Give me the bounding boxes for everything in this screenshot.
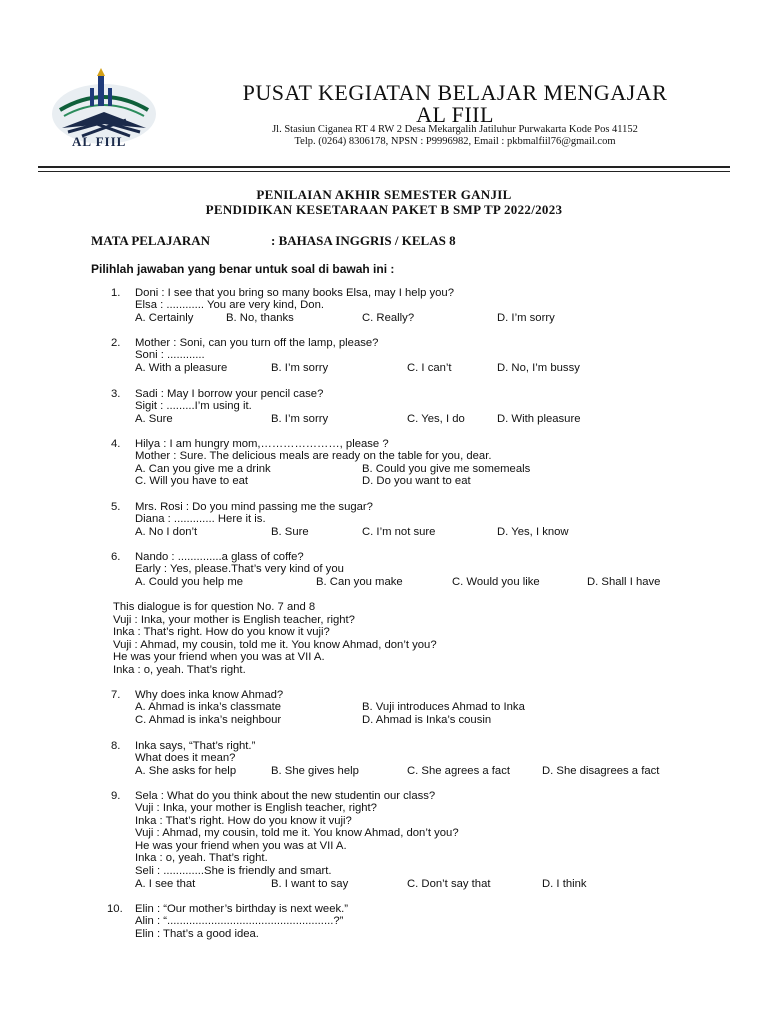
question-line: Hilya : I am hungry mom,…………………, please ? <box>135 438 389 450</box>
question-number: 10. <box>107 903 123 915</box>
option-c: C. Don’t say that <box>407 878 491 890</box>
option-a: A. Could you help me <box>135 576 244 588</box>
option-a: A. Ahmad is inka’s classmate <box>135 701 282 713</box>
question-line: Doni : I see that you bring so many books Elsa, may I help you? <box>135 287 454 299</box>
question-number: 5. <box>111 501 121 513</box>
question-number: 8. <box>111 740 121 752</box>
option-a: A. She asks for help <box>135 765 237 777</box>
question-line: Vuji : Inka, your mother is English teacher, right? <box>135 802 377 814</box>
option-b: B. Could you give me somemeals <box>362 463 531 475</box>
exam-subtitle: PENDIDIKAN KESETARAAN PAKET B SMP TP 2022/2023 <box>205 202 563 217</box>
question-number: 9. <box>111 790 121 802</box>
instruction: Pilihlah jawaban yang benar untuk soal di bawah ini : <box>91 262 395 276</box>
question-line: Sigit : .........I’m using it. <box>135 400 252 412</box>
dialogue-line: Inka : That’s right. How do you know it vuji? <box>113 626 330 638</box>
exam-title: PENILAIAN AKHIR SEMESTER GANJIL <box>256 187 512 202</box>
logo-text: AL FIIL <box>72 134 127 149</box>
option-c: C. She agrees a fact <box>407 765 510 777</box>
dialogue-line: Vuji : Inka, your mother is English teacher, right? <box>113 614 355 626</box>
option-a: A. No I don’t <box>135 526 198 538</box>
question-number: 4. <box>111 438 121 450</box>
option-b: B. She gives help <box>271 765 359 777</box>
option-d: D. I think <box>542 878 587 890</box>
option-b: B. I want to say <box>271 878 349 890</box>
question-line: Nando : ..............a glass of coffe? <box>135 551 304 563</box>
dialogue-line: He was your friend when you was at VII A. <box>113 651 325 663</box>
question-number: 7. <box>111 689 121 701</box>
option-c: C. I’m not sure <box>362 526 436 538</box>
question-line: Inka : o, yeah. That’s right. <box>135 852 268 864</box>
option-a: A. Can you give me a drink <box>135 463 271 475</box>
question-line: Diana : ............. Here it is. <box>135 513 266 525</box>
option-a: A. Sure <box>135 413 173 425</box>
option-b: B. Can you make <box>316 576 403 588</box>
organization-name-line2: AL FIIL <box>416 102 494 127</box>
question-line: Elsa : ............ You are very kind, Don. <box>135 299 325 311</box>
subject-label: MATA PELAJARAN <box>91 233 211 248</box>
question-line: Mother : Sure. The delicious meals are ready on the table for you, dear. <box>135 450 492 462</box>
option-c: C. Ahmad is inka’s neighbour <box>135 714 282 726</box>
header-divider-thick <box>38 166 730 168</box>
question-number: 3. <box>111 388 121 400</box>
question-line: Vuji : Ahmad, my cousin, told me it. You know Ahmad, don’t you? <box>135 827 459 839</box>
dialogue-line: Inka : o, yeah. That’s right. <box>113 664 246 676</box>
subject-value: : BAHASA INGGRIS / KELAS 8 <box>271 233 456 248</box>
option-d: D. No, I’m bussy <box>497 362 580 374</box>
option-d: D. Do you want to eat <box>362 475 471 487</box>
option-c: C. Would you like <box>452 576 540 588</box>
question-line: Sela : What do you think about the new studentin our class? <box>135 790 436 802</box>
option-c: C. Yes, I do <box>407 413 465 425</box>
option-d: D. She disagrees a fact <box>542 765 660 777</box>
option-d: D. With pleasure <box>497 413 581 425</box>
question-line: He was your friend when you was at VII A. <box>135 840 347 852</box>
option-c: C. Really? <box>362 312 415 324</box>
option-d: D. Ahmad is Inka’s cousin <box>362 714 492 726</box>
option-a: A. I see that <box>135 878 196 890</box>
question-line: Early : Yes, please.That’s very kind of you <box>135 563 344 575</box>
option-d: D. Shall I have <box>587 576 661 588</box>
question-number: 2. <box>111 337 121 349</box>
option-d: D. I’m sorry <box>497 312 555 324</box>
option-a: A. With a pleasure <box>135 362 228 374</box>
option-b: B. Sure <box>271 526 309 538</box>
option-c: C. Will you have to eat <box>135 475 249 487</box>
header-divider-thin <box>38 171 730 172</box>
question-line: Alin : “.....................................................?” <box>135 915 344 927</box>
question-line: Inka says, “That’s right.” <box>135 740 256 752</box>
option-b: B. Vuji introduces Ahmad to Inka <box>362 701 525 713</box>
question-line: What does it mean? <box>135 752 236 764</box>
organization-contact: Telp. (0264) 8306178, NPSN : P9996982, Email : pkbmalfiil76@gmail.com <box>294 136 616 147</box>
option-a: A. Certainly <box>135 312 194 324</box>
dialogue-line: Vuji : Ahmad, my cousin, told me it. You know Ahmad, don’t you? <box>113 639 437 651</box>
option-b: B. I’m sorry <box>271 362 329 374</box>
question-line: Why does inka know Ahmad? <box>135 689 284 701</box>
option-d: D. Yes, I know <box>497 526 569 538</box>
question-line: Sadi : May I borrow your pencil case? <box>135 388 324 400</box>
question-line: Seli : .............She is friendly and smart. <box>135 865 332 877</box>
option-c: C. I can’t <box>407 362 452 374</box>
option-b: B. I’m sorry <box>271 413 329 425</box>
question-line: Elin : “Our mother’s birthday is next week.” <box>135 903 349 915</box>
dialogue-line: This dialogue is for question No. 7 and 8 <box>113 601 316 613</box>
question-line: Inka : That’s right. How do you know it vuji? <box>135 815 352 827</box>
organization-name: PUSAT KEGIATAN BELAJAR MENGAJAR <box>242 80 668 105</box>
question-line: Soni : ............ <box>135 349 205 361</box>
organization-address: Jl. Stasiun Ciganea RT 4 RW 2 Desa Mekargalih Jatiluhur Purwakarta Kode Pos 41152 <box>272 124 638 135</box>
question-line: Mother : Soni, can you turn off the lamp, please? <box>135 337 379 349</box>
question-number: 6. <box>111 551 121 563</box>
option-b: B. No, thanks <box>226 312 294 324</box>
question-line: Mrs. Rosi : Do you mind passing me the sugar? <box>135 501 373 513</box>
question-number: 1. <box>111 287 121 299</box>
question-line: Elin : That’s a good idea. <box>135 928 259 940</box>
